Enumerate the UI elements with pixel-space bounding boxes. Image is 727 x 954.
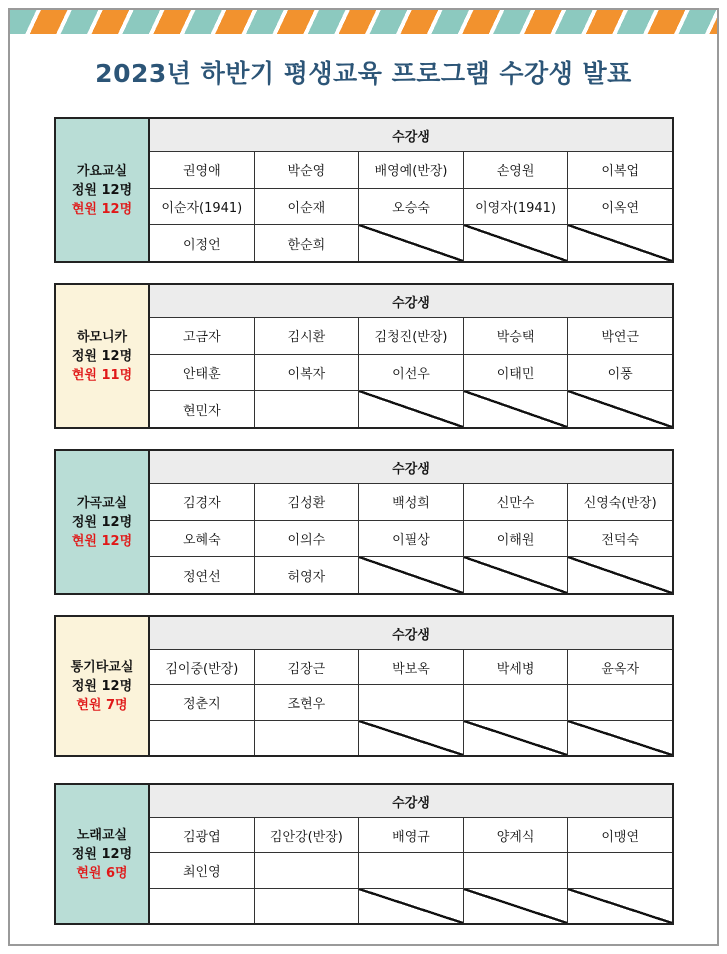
students-header: 수강생 bbox=[150, 617, 672, 650]
empty-slash-cell bbox=[359, 557, 464, 593]
student-name-cell: 조현우 bbox=[255, 685, 360, 719]
class-block bbox=[54, 449, 674, 595]
student-name-cell bbox=[255, 889, 360, 923]
class-name: 가곡교실 bbox=[76, 495, 128, 511]
empty-slash-cell bbox=[568, 557, 672, 593]
empty-slash-cell bbox=[464, 225, 569, 261]
table-row bbox=[150, 721, 672, 755]
student-name-cell bbox=[464, 853, 569, 887]
empty-slash-cell bbox=[568, 391, 672, 427]
student-name-cell: 김장근 bbox=[255, 650, 360, 684]
student-name-cell: 전덕숙 bbox=[601, 533, 640, 548]
student-name-cell: 이맹연 bbox=[601, 829, 640, 845]
student-name-cell: 배영규 bbox=[359, 818, 464, 852]
class-info-panel bbox=[56, 285, 150, 427]
empty-slash-cell bbox=[359, 721, 464, 755]
empty-slash-cell bbox=[464, 721, 569, 755]
class-current-count: 현원 12명 bbox=[71, 533, 133, 549]
table-row bbox=[150, 318, 672, 355]
student-name-cell bbox=[255, 853, 360, 887]
student-table bbox=[150, 451, 672, 593]
student-name-cell: 이선우 bbox=[359, 355, 464, 391]
class-current-count: 현원 12명 bbox=[71, 201, 133, 217]
student-name-cell: 권영애 bbox=[150, 152, 255, 188]
student-name-cell: 김이중(반장) bbox=[150, 650, 255, 684]
student-name-cell: 김청진(반장) bbox=[359, 318, 464, 354]
students-header: 수강생 bbox=[150, 785, 672, 818]
page-title: 2023년 하반기 평생교육 프로그램 수강생 발표 bbox=[95, 59, 632, 88]
student-name-cell: 한순희 bbox=[255, 225, 360, 261]
student-name-cell bbox=[568, 685, 672, 719]
table-row bbox=[150, 818, 672, 853]
student-name-cell: 박보옥 bbox=[359, 650, 464, 684]
class-name: 노래교실 bbox=[76, 827, 128, 843]
students-header: 수강생 bbox=[150, 451, 672, 484]
student-name-cell bbox=[255, 391, 360, 427]
student-name-cell bbox=[359, 685, 464, 719]
empty-slash-cell bbox=[568, 225, 672, 261]
class-info-panel bbox=[56, 119, 150, 261]
student-table bbox=[150, 285, 672, 427]
class-block bbox=[54, 783, 674, 925]
table-row bbox=[150, 189, 672, 226]
class-info-panel bbox=[56, 451, 150, 593]
students-header: 수강생 bbox=[150, 119, 672, 152]
table-row bbox=[150, 225, 672, 261]
student-name-cell: 현민자 bbox=[150, 391, 255, 427]
student-name-cell: 김시환 bbox=[255, 318, 360, 354]
class-current-count: 현원 11명 bbox=[71, 367, 133, 383]
class-capacity: 정원 12명 bbox=[71, 678, 133, 694]
student-name-cell: 김경자 bbox=[150, 484, 255, 520]
student-name-cell: 이옥연 bbox=[601, 201, 640, 216]
student-name-cell: 이복자 bbox=[255, 355, 360, 391]
student-name-cell: 이영자(1941) bbox=[464, 189, 569, 225]
table-row bbox=[150, 685, 672, 720]
decorative-stripe-banner bbox=[10, 10, 717, 34]
table-row bbox=[150, 152, 672, 189]
student-name-cell bbox=[568, 853, 672, 887]
class-name: 하모니카 bbox=[76, 329, 128, 345]
student-name-cell bbox=[150, 721, 255, 755]
student-name-cell: 이필상 bbox=[359, 521, 464, 557]
student-name-cell: 신영숙(반장) bbox=[583, 496, 657, 512]
student-name-cell: 안태훈 bbox=[150, 355, 255, 391]
student-name-cell: 양계식 bbox=[464, 818, 569, 852]
student-name-cell: 배영예(반장) bbox=[359, 152, 464, 188]
student-table bbox=[150, 119, 672, 261]
empty-slash-cell bbox=[359, 225, 464, 261]
student-name-cell: 이순자(1941) bbox=[150, 189, 255, 225]
table-row bbox=[150, 557, 672, 593]
empty-slash-cell bbox=[568, 721, 672, 755]
class-block bbox=[54, 117, 674, 263]
table-row bbox=[150, 650, 672, 685]
student-name-cell: 고금자 bbox=[150, 318, 255, 354]
student-name-cell: 백성희 bbox=[359, 484, 464, 520]
student-name-cell: 최인영 bbox=[150, 853, 255, 887]
student-name-cell bbox=[255, 721, 360, 755]
student-name-cell: 정춘지 bbox=[150, 685, 255, 719]
student-name-cell: 박세병 bbox=[464, 650, 569, 684]
empty-slash-cell bbox=[464, 889, 569, 923]
student-name-cell: 이복업 bbox=[601, 164, 640, 180]
empty-slash-cell bbox=[464, 391, 569, 427]
student-name-cell: 박순영 bbox=[255, 152, 360, 188]
student-name-cell: 박연근 bbox=[601, 330, 640, 346]
student-name-cell: 이태민 bbox=[464, 355, 569, 391]
student-name-cell bbox=[150, 889, 255, 923]
empty-slash-cell bbox=[359, 391, 464, 427]
student-name-cell: 박승택 bbox=[464, 318, 569, 354]
student-name-cell: 오승숙 bbox=[359, 189, 464, 225]
class-name: 통기타교실 bbox=[70, 659, 134, 675]
class-current-count: 현원 6명 bbox=[76, 865, 128, 881]
empty-slash-cell bbox=[568, 889, 672, 923]
table-row bbox=[150, 484, 672, 521]
class-info-panel bbox=[56, 617, 150, 755]
class-capacity: 정원 12명 bbox=[71, 846, 133, 862]
student-name-cell: 이순재 bbox=[255, 189, 360, 225]
student-name-cell: 김성환 bbox=[255, 484, 360, 520]
student-name-cell bbox=[464, 685, 569, 719]
class-block bbox=[54, 615, 674, 757]
empty-slash-cell bbox=[359, 889, 464, 923]
empty-slash-cell bbox=[464, 557, 569, 593]
student-name-cell: 이정언 bbox=[150, 225, 255, 261]
class-info-panel bbox=[56, 785, 150, 923]
table-row bbox=[150, 391, 672, 427]
class-block bbox=[54, 283, 674, 429]
student-name-cell: 손영원 bbox=[464, 152, 569, 188]
student-name-cell: 김안강(반장) bbox=[255, 818, 360, 852]
class-current-count: 현원 7명 bbox=[76, 697, 128, 713]
class-capacity: 정원 12명 bbox=[71, 182, 133, 198]
student-name-cell: 윤옥자 bbox=[601, 661, 640, 677]
students-header: 수강생 bbox=[150, 285, 672, 318]
table-row bbox=[150, 521, 672, 558]
student-name-cell: 이의수 bbox=[255, 521, 360, 557]
table-row bbox=[150, 355, 672, 392]
student-name-cell bbox=[359, 853, 464, 887]
student-name-cell: 신만수 bbox=[464, 484, 569, 520]
class-capacity: 정원 12명 bbox=[71, 514, 133, 530]
student-table bbox=[150, 785, 672, 923]
student-name-cell: 김광엽 bbox=[150, 818, 255, 852]
student-name-cell: 정연선 bbox=[150, 557, 255, 593]
student-name-cell: 이해원 bbox=[464, 521, 569, 557]
student-table bbox=[150, 617, 672, 755]
table-row bbox=[150, 889, 672, 923]
class-capacity: 정원 12명 bbox=[71, 348, 133, 364]
class-name: 가요교실 bbox=[76, 163, 128, 179]
student-name-cell: 허영자 bbox=[255, 557, 360, 593]
table-row bbox=[150, 853, 672, 888]
student-name-cell: 오혜숙 bbox=[150, 521, 255, 557]
student-name-cell: 이풍 bbox=[607, 367, 633, 382]
